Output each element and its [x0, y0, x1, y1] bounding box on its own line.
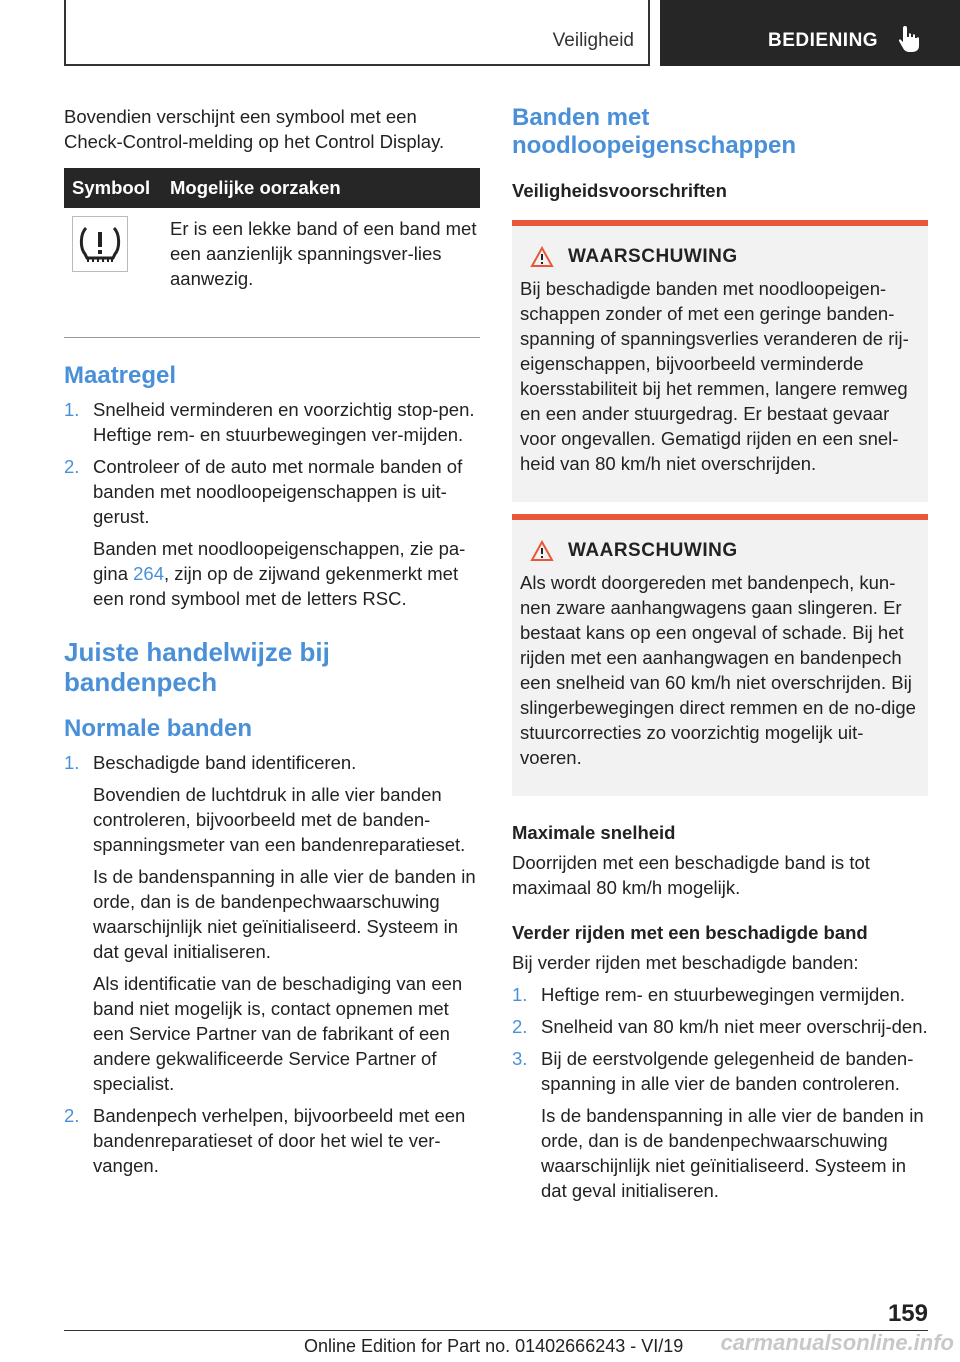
- symbol-cell: [72, 216, 128, 272]
- verder-steps: [512, 982, 928, 1203]
- watermark: carmanualsonline.info: [720, 1330, 954, 1355]
- table-header: [64, 168, 480, 208]
- chapter-title: BEDIENING: [768, 30, 879, 51]
- intro-text: Bovendien verschijnt een symbool met een Check-Control-melding op het Control Display.: [64, 106, 445, 152]
- normale-banden-heading: Normale banden: [64, 715, 253, 742]
- cause-cell: Er is een lekke band of een band met een aanzienlijk spanningsver-lies aanwezig.: [170, 218, 477, 289]
- table-header-cause: Mogelijke oorzaken: [170, 177, 341, 198]
- hand-pointer-icon: [896, 24, 922, 54]
- max-speed-text: Doorrijden met een beschadigde band is tot maximaal 80 km/h mogelijk.: [512, 852, 870, 898]
- list-item: 2. Bandenpech verhelpen, bijvoorbeeld met een bandenreparatieset of door het wiel te ver-vangen.: [64, 1105, 466, 1176]
- right-column: [512, 104, 928, 1203]
- page-link[interactable]: 264: [133, 563, 164, 584]
- safety-heading: Veiligheidsvoorschriften: [512, 180, 727, 201]
- warning-text: Bij beschadigde banden met noodloopeigen-schappen zonder of met een geringe banden-spanning of spanningsverlies veranderen de rij-eigenschappen, bijvoorbeeld verminderde koersstabiliteit bij het remmen, langere remweg en een ander stuurgedrag. Er bestaat gevaar voor ongevallen. Gematigd rijden en een snel-heid van 80 km/h niet overschrijden.: [520, 278, 909, 474]
- rsc-heading: Banden met noodloopeigenschappen: [512, 104, 797, 159]
- chapter-tab: [660, 0, 960, 66]
- left-column: [64, 104, 480, 1178]
- symbol-table: [64, 168, 480, 338]
- section-tab: [64, 0, 650, 66]
- page-header: [0, 0, 960, 66]
- warning-box: [512, 514, 928, 796]
- list-item: 1. Beschadigde band identificeren. Bovendien de luchtdruk in alle vier banden controleren, bijvoorbeeld met de banden-spanningsmeter van een bandenreparatieset. Is de bandenspanning in alle vier de banden in orde, dan is de bandenpechwaarschuwing waarschijnlijk niet geïnitialiseerd. Systeem in dat geval initialiseren. Als identificatie van de beschadiging van een band niet mogelijk is, contact opnemen met een Service Partner van de fabrikant of een andere gekwalificeerde Service Partner of specialist.: [64, 752, 476, 1094]
- table-row: [64, 208, 480, 338]
- tire-pressure-warning-icon: [76, 222, 124, 266]
- list-item: 1. Heftige rem- en stuurbewegingen vermijden.: [512, 984, 906, 1005]
- edition-text: Online Edition for Part no. 01402666243 - VI/19: [304, 1336, 684, 1356]
- page-number: 159: [887, 1300, 928, 1327]
- warning-triangle-icon: [530, 246, 554, 268]
- list-item: 2. Controleer of de auto met normale banden of banden met noodloopeigenschappen is uit-gerust. Banden met noodloopeigenschappen, zie pa-gina 264, zijn op de zijwand gekenmerkt met een rond symbool met de letters RSC.: [64, 456, 466, 609]
- maatregel-steps: [64, 397, 480, 611]
- warning-box: [512, 220, 928, 502]
- warning-label: WAARSCHUWING: [568, 246, 738, 267]
- warning-text: Als wordt doorgereden met bandenpech, kun-nen zware aanhangwagens gaan slingeren. Er bestaat kans op een ongeval of schade. Bij het rijden met een aanhangwagen en bandenpech een snelheid van 60 km/h niet overschrijden. Bij slingerbewegingen direct remmen en de no-dige stuurcorrecties zo voorzichtig mogelijk uit-voeren.: [520, 572, 916, 768]
- maatregel-heading: Maatregel: [64, 362, 177, 389]
- warning-label: WAARSCHUWING: [568, 540, 738, 561]
- section-title: Veiligheid: [552, 30, 634, 51]
- warning-triangle-icon: [530, 540, 554, 562]
- verder-intro: Bij verder rijden met beschadigde banden:: [512, 952, 859, 973]
- table-header-symbol: Symbool: [72, 177, 151, 198]
- list-item: 2. Snelheid van 80 km/h niet meer overschrij-den.: [512, 1016, 928, 1037]
- list-item: 3. Bij de eerstvolgende gelegenheid de banden-spanning in alle vier de banden controleren. Is de bandenspanning in alle vier de banden in orde, dan is de bandenpechwaarschuwing waarschijnlijk niet geïnitialiseerd. Systeem in dat geval initialiseren.: [512, 1048, 924, 1201]
- verder-heading: Verder rijden met een beschadigde band: [512, 922, 868, 943]
- list-item: 1. Snelheid verminderen en voorzichtig stop-pen. Heftige rem- en stuurbewegingen ver-mijden.: [64, 399, 475, 445]
- juiste-heading: Juiste handelwijze bij bandenpech: [64, 637, 330, 697]
- max-speed-heading: Maximale snelheid: [512, 822, 676, 843]
- juiste-steps: [64, 750, 480, 1178]
